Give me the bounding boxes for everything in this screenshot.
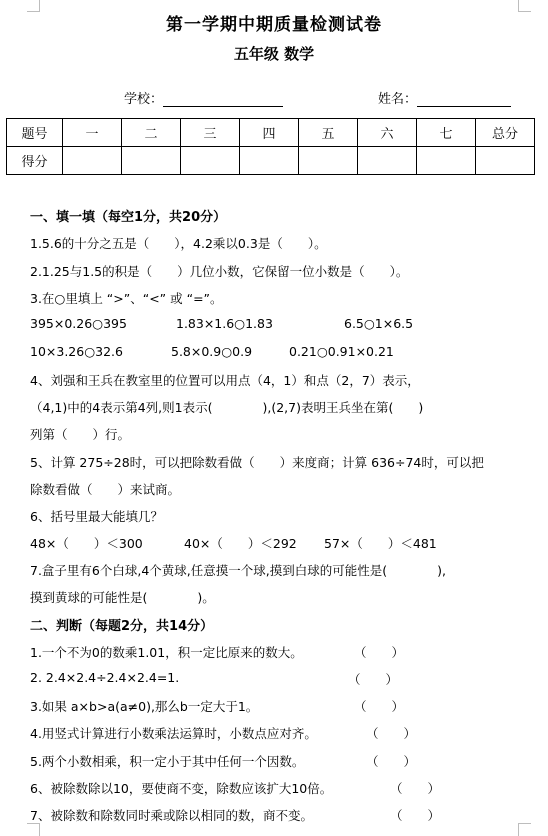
- exam-subtitle: 五年级 数学: [233, 45, 315, 63]
- crop-mark-bottom-left: [27, 823, 40, 836]
- school-label: 学校：: [124, 92, 164, 107]
- judge-question: 1.一个不为0的数乘1.01，积一定比原来的数大。: [30, 645, 303, 660]
- question-line: 列第（ ）行。: [30, 427, 131, 442]
- judge-question: 5.两个小数相乘，积一定小于其中任何一个因数。: [30, 754, 305, 769]
- compare-item: 6.5○1×6.5: [344, 316, 414, 331]
- score-table-score-row: [7, 147, 535, 175]
- score-cell: 五: [299, 119, 358, 147]
- judge-question: 4.用竖式计算进行小数乘法运算时，小数点应对齐。: [30, 726, 317, 741]
- score-input-cell[interactable]: [299, 147, 358, 175]
- section1-heading: 一、填一填（每空1分，共20分）: [30, 210, 227, 225]
- judge-answer-blank[interactable]: （ ）: [348, 672, 399, 687]
- judge-answer-blank[interactable]: （ ）: [390, 781, 441, 796]
- score-cell: 一: [63, 119, 122, 147]
- school-field: [124, 88, 283, 107]
- compare-item: 5.8×0.9○0.9: [171, 344, 253, 359]
- question-line: 6、括号里最大能填几？: [30, 509, 163, 524]
- name-field: [378, 88, 511, 107]
- score-input-cell[interactable]: [417, 147, 476, 175]
- score-cell: 七: [417, 119, 476, 147]
- question-line: 除数看做（ ）来试商。: [30, 482, 181, 497]
- question-line: （4,1)中的4表示第4列,则1表示( ),(2,7)表明王兵坐在第( ): [30, 400, 424, 415]
- name-blank[interactable]: [417, 92, 511, 107]
- judge-answer-blank[interactable]: （ ）: [366, 754, 417, 769]
- fill-item: 40×（ ）＜292: [184, 536, 297, 551]
- name-label: 姓名：: [378, 92, 418, 107]
- score-input-cell[interactable]: [63, 147, 122, 175]
- score-input-cell[interactable]: [240, 147, 299, 175]
- score-cell: 题号: [7, 119, 63, 147]
- fill-item: 57×（ ）＜481: [324, 536, 437, 551]
- question-line: 2.1.25与1.5的积是（ ）几位小数，它保留一位小数是（ ）。: [30, 264, 409, 279]
- question-line: 5、计算 275÷28时，可以把除数看做（ ）来度商；计算 636÷74时，可以把: [30, 455, 484, 470]
- question-line: 3.在○里填上 “>”、“<” 或 “=”。: [30, 291, 223, 306]
- score-input-cell[interactable]: [358, 147, 417, 175]
- question-line: 1.5.6的十分之五是（ ），4.2乘以0.3是（ ）。: [30, 236, 327, 251]
- score-table-header-row: [7, 119, 535, 147]
- score-input-cell[interactable]: [181, 147, 240, 175]
- compare-item: 10×3.26○32.6: [30, 344, 123, 359]
- judge-answer-blank[interactable]: （ ）: [354, 645, 405, 660]
- score-cell: 六: [358, 119, 417, 147]
- compare-item: 0.21○0.91×0.21: [289, 344, 394, 359]
- fill-item: 48×（ ）＜300: [30, 536, 143, 551]
- score-row-label: 得分: [7, 147, 63, 175]
- score-cell: 三: [181, 119, 240, 147]
- judge-answer-blank[interactable]: （ ）: [390, 808, 441, 823]
- score-cell: 四: [240, 119, 299, 147]
- score-input-cell[interactable]: [476, 147, 535, 175]
- judge-question: 6、被除数除以10，要使商不变，除数应该扩大10倍。: [30, 781, 333, 796]
- judge-question: 7、被除数和除数同时乘或除以相同的数，商不变。: [30, 808, 313, 823]
- score-cell: 二: [122, 119, 181, 147]
- score-input-cell[interactable]: [122, 147, 181, 175]
- judge-question: 3.如果 a×b>a(a≠0),那么b一定大于1。: [30, 699, 259, 714]
- judge-question: 2. 2.4×2.4÷2.4×2.4=1.: [30, 670, 180, 685]
- judge-answer-blank[interactable]: （ ）: [366, 726, 417, 741]
- compare-item: 395×0.26○395: [30, 316, 127, 331]
- question-line: 摸到黄球的可能性是( )。: [30, 590, 215, 605]
- crop-mark-bottom-right: [518, 823, 531, 836]
- question-line: 7.盒子里有6个白球,4个黄球,任意摸一个球,摸到白球的可能性是( ),: [30, 563, 446, 578]
- score-table: [6, 118, 535, 175]
- compare-item: 1.83×1.6○1.83: [176, 316, 273, 331]
- school-blank[interactable]: [163, 92, 283, 107]
- exam-title: 第一学期中期质量检测试卷: [166, 15, 382, 35]
- judge-answer-blank[interactable]: （ ）: [354, 699, 405, 714]
- score-cell: 总分: [476, 119, 535, 147]
- question-line: 4、刘强和王兵在教室里的位置可以用点（4，1）和点（2，7）表示，: [30, 373, 420, 388]
- section2-heading: 二、判断（每题2分，共14分）: [30, 619, 214, 634]
